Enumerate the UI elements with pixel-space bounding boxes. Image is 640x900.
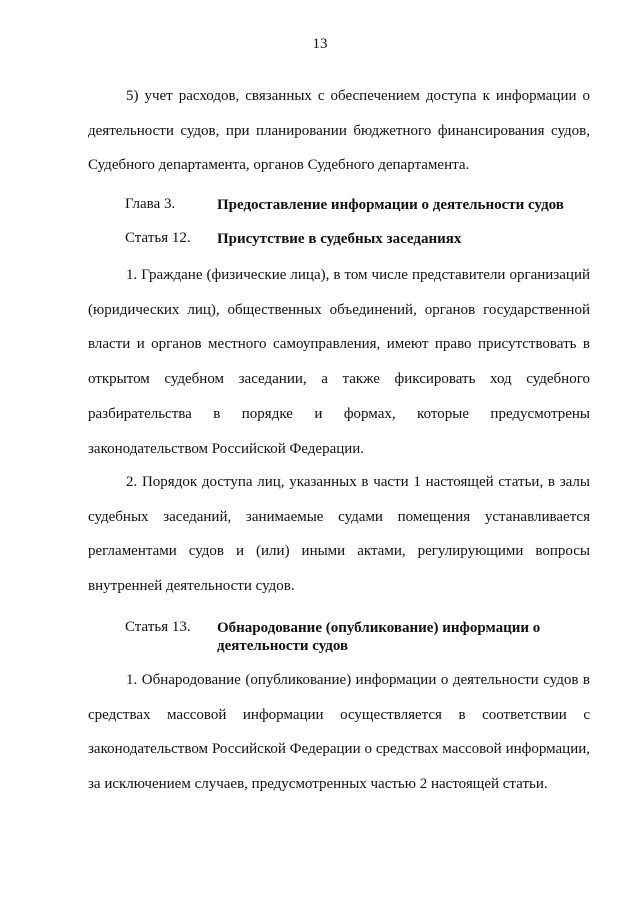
- article-12-paragraph-2: 2. Порядок доступа лиц, указанных в части 1 настоящей статьи, в залы судебных заседаний, занимаемые судами помещения устанавливается регламентами судов и (или) иными актами, регулирующими вопросы внутренней деятельности судов.: [88, 474, 590, 595]
- article-12-paragraph-1: 1. Граждане (физические лица), в том числе представители организаций (юридических лиц), общественных объединений, органов государственной власти и органов местного самоуправления, имеют право присутствовать в открытом судебном заседании, а также фиксировать ход судебного разбирательства в порядке и формах, которые предусмотрены законодательством Российской Федерации.: [88, 267, 590, 457]
- article-13-paragraph-1: 1. Обнародование (опубликование) информации о деятельности судов в средствах массовой информации осуществляется в соответствии с законодательством Российской Федерации о средствах массовой информации, за исключением случаев, предусмотренных частью 2 настоящей статьи.: [88, 672, 590, 793]
- chapter-label: Глава 3.: [125, 196, 176, 212]
- article-13-label: Статья 13.: [125, 619, 191, 635]
- article-12-title: Присутствие в судебных заседаниях: [217, 231, 462, 247]
- page-number: 13: [312, 36, 328, 52]
- chapter-title: Предоставление информации о деятельности судов: [217, 197, 564, 213]
- paragraph-item-5: 5) учет расходов, связанных с обеспечением доступа к информации о деятельности судов, при планировании бюджетного финансирования судов, Судебного департамента, органов Судебного департамента.: [88, 88, 590, 174]
- article-12-label: Статья 12.: [125, 230, 191, 246]
- article-13-title: Обнародование (опубликование) информации о деятельности судов: [217, 620, 541, 654]
